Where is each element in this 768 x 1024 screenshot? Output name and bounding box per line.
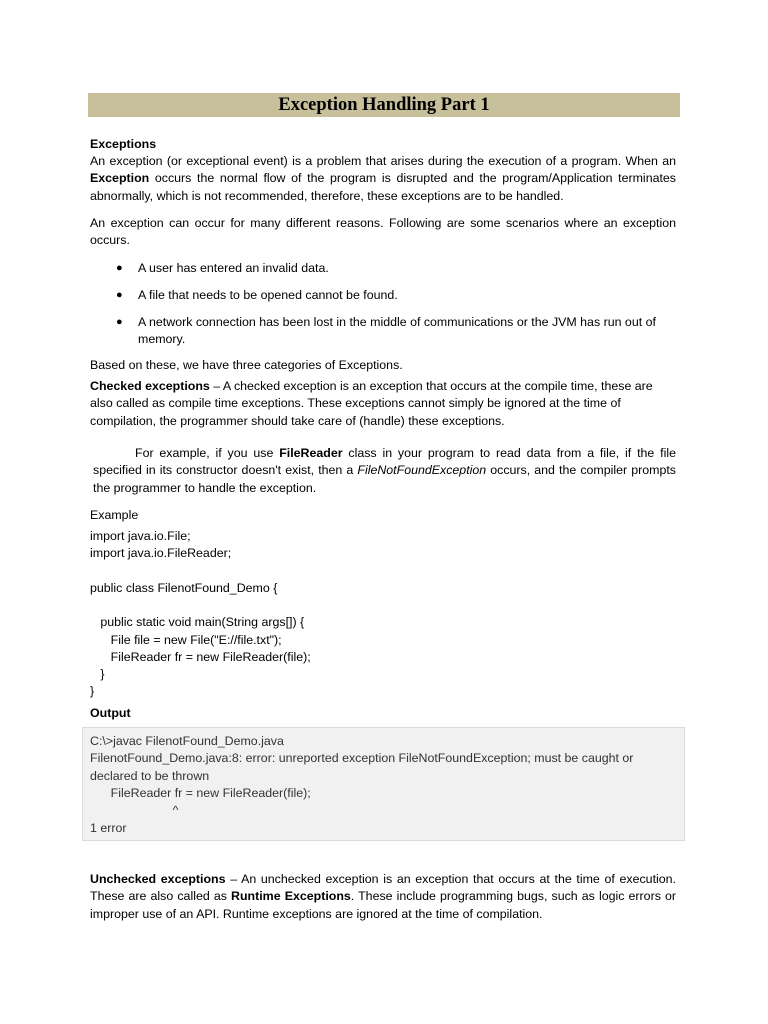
unchecked-exceptions-term: Unchecked exceptions [90, 872, 226, 886]
checked-exceptions-term: Checked exceptions [90, 379, 210, 393]
checked-exceptions-paragraph [90, 378, 676, 430]
code-line: File file = new File("E://file.txt"); [90, 633, 282, 647]
text-run: – An unchecked exception is an exception that occurs at the time of execution. These are also called as [90, 872, 676, 904]
exceptions-paragraph-1 [90, 153, 676, 205]
text-run: occurs the normal flow of the program is disrupted and the program/Application terminates abnormally, which is not recommended, therefore, these exceptions are to be handled. [90, 171, 676, 203]
output-line: declared to be thrown [90, 769, 210, 783]
emphasis-filereader: FileReader [279, 446, 343, 460]
output-line: FilenotFound_Demo.java:8: error: unreported exception FileNotFoundException; must be caught or [90, 751, 634, 765]
exceptions-paragraph-2: An exception can occur for many different reasons. Following are some scenarios where an exception occurs. [90, 216, 676, 248]
example-label: Example [90, 508, 139, 522]
code-line: public class FilenotFound_Demo { [90, 581, 278, 595]
emphasis-exception: Exception [90, 171, 150, 186]
categories-sentence: Based on these, we have three categories of Exceptions. [90, 358, 403, 372]
text-run: class in your program to read data from a file, if the file specified in its constructor doesn't exist, then a [93, 446, 676, 478]
page-title: Exception Handling Part 1 [88, 93, 680, 117]
emphasis-filenotfoundexception: FileNotFoundException [357, 463, 487, 478]
text-run: – A checked exception is an exception that occurs at the compile time, these are also called as compile time exceptions. These exceptions cannot simply be ignored at the time of compilation, the programmer should take care of (handle) these exceptions. [90, 379, 653, 428]
code-line: } [90, 667, 105, 681]
list-item: A user has entered an invalid data. [138, 261, 329, 275]
emphasis-runtime-exceptions: Runtime Exceptions [231, 889, 351, 904]
bullet-icon: ● [116, 289, 123, 301]
text-run: occurs, and the compiler prompts the programmer to handle the exception. [93, 463, 676, 495]
code-line: } [90, 684, 95, 698]
text-run: An exception (or exceptional event) is a problem that arises during the execution of a program. When an [90, 154, 676, 168]
exceptions-heading: Exceptions [90, 137, 157, 151]
text-run: . These include programming bugs, such as logic errors or improper use of an API. Runtime exceptions are ignored at the time of compilation. [90, 889, 677, 921]
bullet-icon: ● [116, 262, 123, 274]
output-line: FileReader fr = new FileReader(file); [90, 786, 311, 800]
code-line: public static void main(String args[]) { [90, 615, 305, 629]
bullet-icon: ● [116, 316, 123, 328]
text-run: For example, if you use [135, 446, 280, 460]
output-line: C:\>javac FilenotFound_Demo.java [90, 734, 284, 748]
list-item: A network connection has been lost in the middle of communications or the JVM has run out of memory. [138, 315, 656, 347]
output-line: ^ [90, 803, 179, 817]
list-item: A file that needs to be opened cannot be found. [138, 288, 398, 302]
filereader-example-paragraph [93, 445, 676, 497]
unchecked-exceptions-paragraph [90, 871, 676, 923]
code-line: import java.io.FileReader; [90, 546, 232, 560]
code-line: FileReader fr = new FileReader(file); [90, 650, 311, 664]
code-line: import java.io.File; [90, 529, 191, 543]
output-line: 1 error [90, 821, 127, 835]
output-label: Output [90, 706, 131, 720]
